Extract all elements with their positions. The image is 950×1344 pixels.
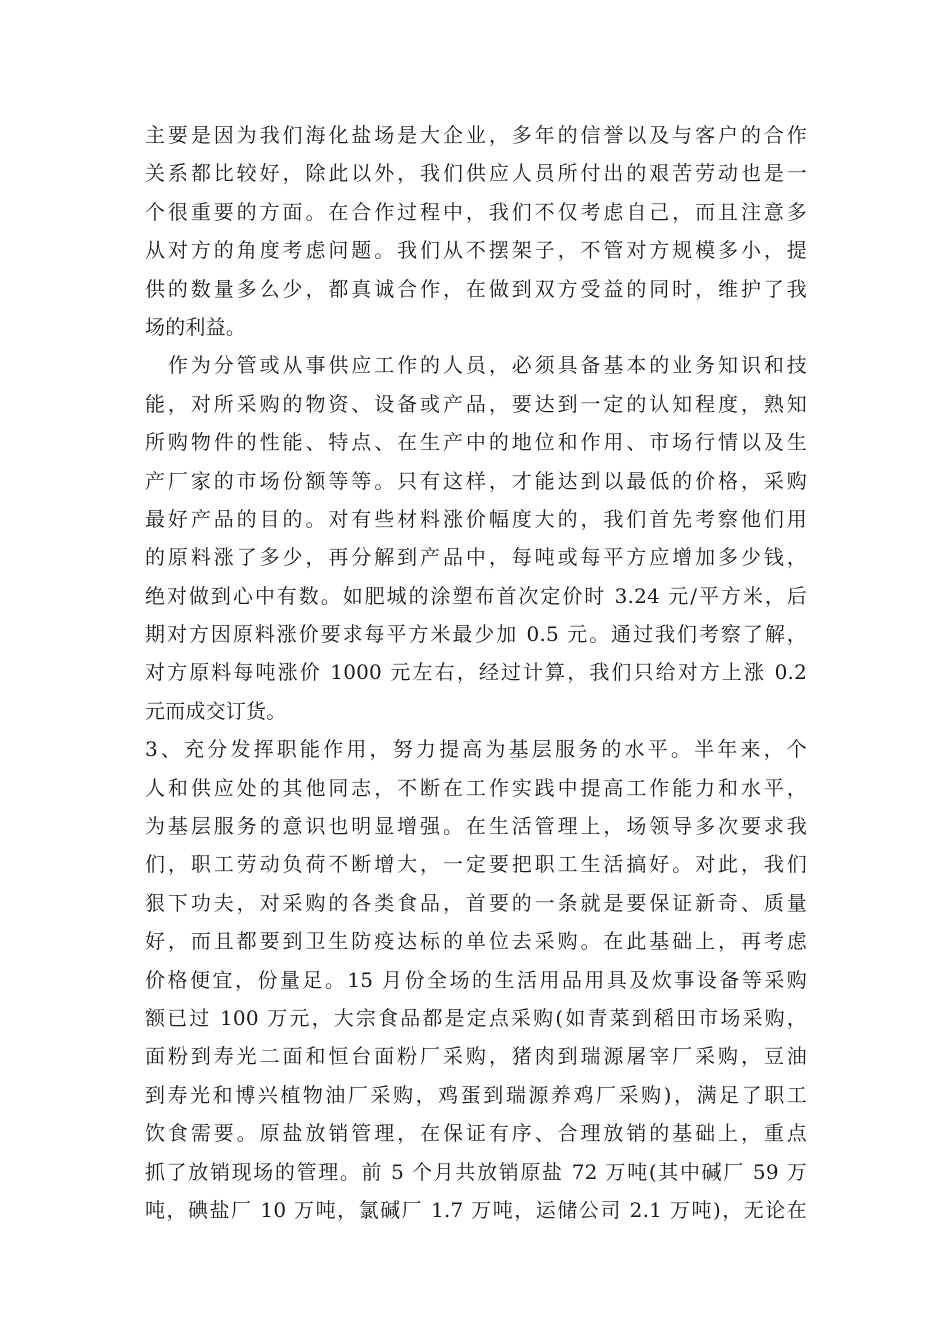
text-line: 个很重要的方面。在合作过程中，我们不仅考虑自己，而且注意多 — [145, 199, 807, 224]
text-line: 最好产品的目的。对有些材料涨价幅度大的，我们首先考察他们用 — [145, 506, 807, 531]
text-line: 面粉到寿光二面和恒台面粉厂采购，猪肉到瑞源屠宰厂采购，豆油 — [145, 1044, 807, 1069]
text-line: 抓了放销现场的管理。前 5 个月共放销原盐 72 万吨(其中碱厂 59 万 — [145, 1159, 807, 1184]
text-line: 主要是因为我们海化盐场是大企业，多年的信誉以及与客户的合作 — [145, 123, 807, 147]
text-line: 价格便宜，份量足。15 月份全场的生活用品用具及炊事设备等采购 — [145, 967, 807, 992]
text-line: 好，而且都要到卫生防疫达标的单位去采购。在此基础上，再考虑 — [145, 929, 807, 954]
text-line: 狠下功夫，对采购的各类食品，首要的一条就是要保证新奇、质量 — [145, 890, 807, 915]
text-line: 供的数量多么少，都真诚合作，在做到双方受益的同时，维护了我 — [145, 276, 807, 301]
text-line: 从对方的角度考虑问题。我们从不摆架子，不管对方规模多小，提 — [145, 238, 807, 263]
text-line: 人和供应处的其他同志，不断在工作实践中提高工作能力和水平， — [145, 775, 807, 800]
text-line: 对方原料每吨涨价 1000 元左右，经过计算，我们只给对方上涨 0.2 — [145, 660, 807, 685]
text-line: 为基层服务的意识也明显增强。在生活管理上，场领导多次要求我 — [145, 814, 807, 839]
text-line: 场的利益。 — [145, 314, 246, 339]
document-body — [145, 116, 807, 1229]
text-line: 能，对所采购的物资、设备或产品，要达到一定的认知程度，熟知 — [145, 391, 807, 416]
text-line: 元而成交订货。 — [145, 698, 287, 723]
text-line: 的原料涨了多少，再分解到产品中，每吨或每平方应增加多少钱， — [145, 545, 807, 570]
text-line: 绝对做到心中有数。如肥城的涂塑布首次定价时 3.24 元/平方米，后 — [145, 583, 807, 608]
text-line: 关系都比较好，除此以外，我们供应人员所付出的艰苦劳动也是一 — [145, 161, 807, 186]
text-line: 们，职工劳动负荷不断增大，一定要把职工生活搞好。对此，我们 — [145, 852, 807, 877]
text-line: 吨，碘盐厂 10 万吨，氯碱厂 1.7 万吨，运储公司 2.1 万吨)，无论在 — [145, 1197, 807, 1222]
text-line: 所购物件的性能、特点、在生产中的地位和作用、市场行情以及生 — [145, 430, 807, 455]
text-line: 作为分管或从事供应工作的人员，必须具备基本的业务知识和技 — [145, 353, 807, 378]
text-line: 期对方因原料涨价要求每平方米最少加 0.5 元。通过我们考察了解， — [145, 622, 807, 647]
text-line: 额已过 100 万元，大宗食品都是定点采购(如青菜到稻田市场采购， — [145, 1005, 807, 1030]
text-line: 产厂家的市场份额等等。只有这样，才能达到以最低的价格，采购 — [145, 468, 807, 493]
text-line: 到寿光和博兴植物油厂采购，鸡蛋到瑞源养鸡厂采购)，满足了职工 — [145, 1082, 807, 1107]
text-line: 3、充分发挥职能作用，努力提高为基层服务的水平。半年来，个 — [145, 737, 807, 762]
text-line: 饮食需要。原盐放销管理，在保证有序、合理放销的基础上，重点 — [145, 1121, 807, 1146]
